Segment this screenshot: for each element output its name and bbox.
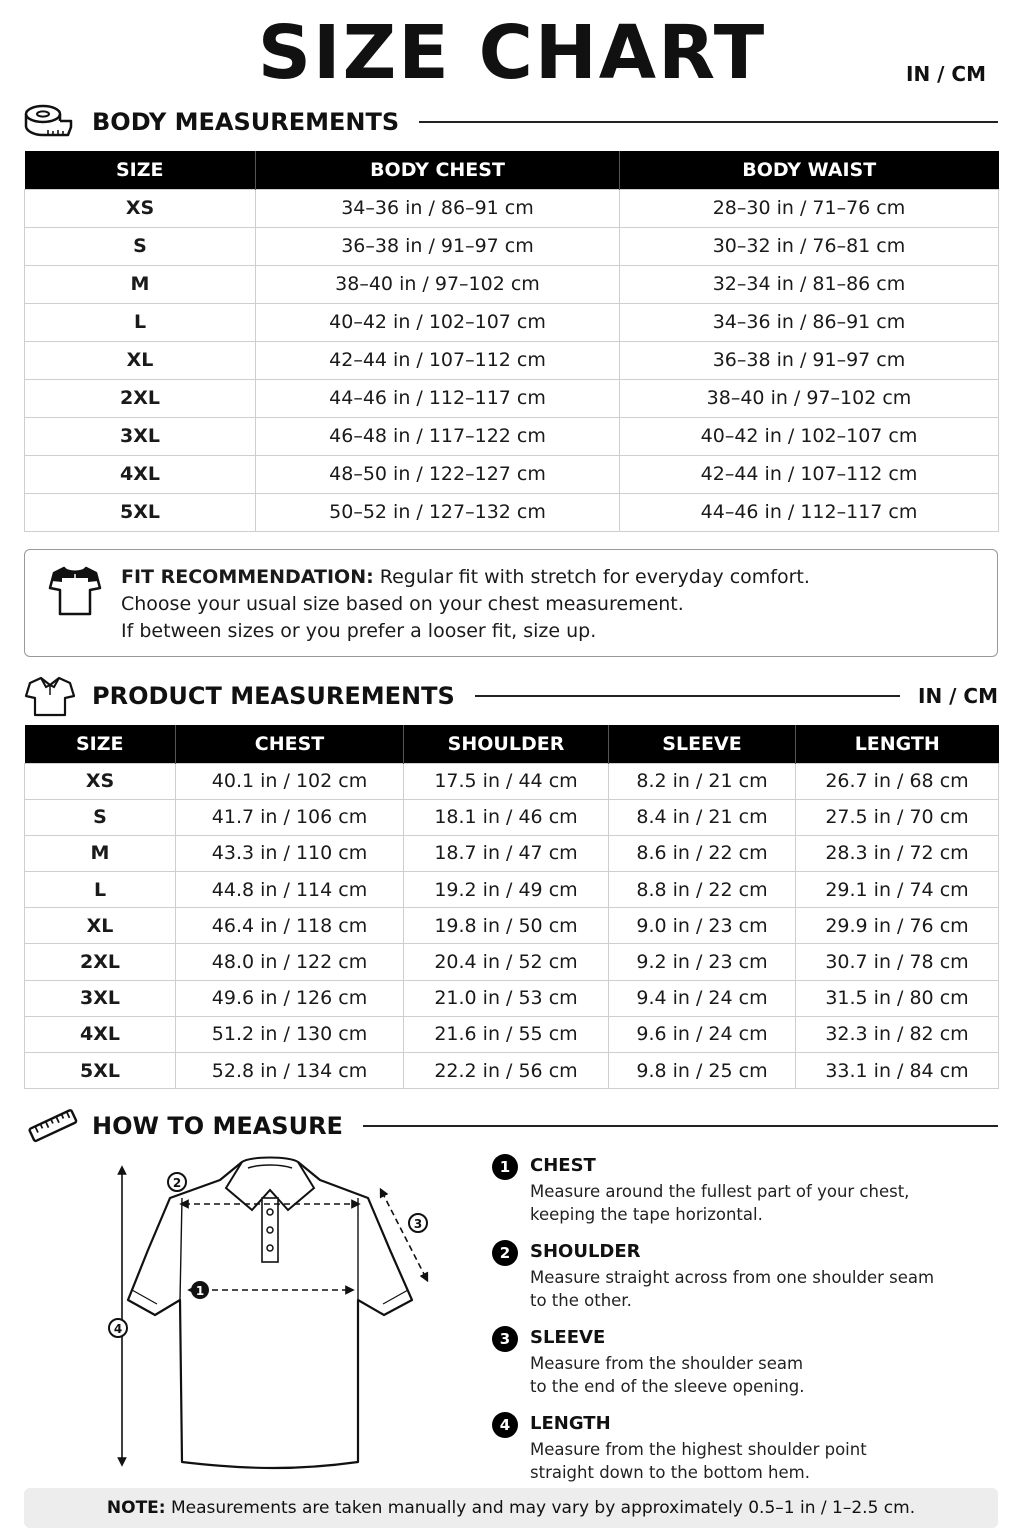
measurement-cell: 20.4 in / 52 cm bbox=[404, 944, 609, 980]
table-row bbox=[25, 493, 999, 531]
measurement-cell: 8.4 in / 21 cm bbox=[609, 799, 796, 835]
measurement-cell: 31.5 in / 80 cm bbox=[796, 980, 999, 1016]
measurement-cell: 28–30 in / 71–76 cm bbox=[620, 189, 999, 227]
measurement-cell: 52.8 in / 134 cm bbox=[176, 1053, 404, 1089]
size-cell: M bbox=[25, 265, 256, 303]
note-bar bbox=[24, 1488, 998, 1528]
size-cell: 2XL bbox=[25, 944, 176, 980]
measurement-cell: 51.2 in / 130 cm bbox=[176, 1016, 404, 1052]
measurement-cell: 18.1 in / 46 cm bbox=[404, 799, 609, 835]
unit-label: IN / CM bbox=[918, 684, 998, 708]
section-title: HOW TO MEASURE bbox=[92, 1112, 343, 1140]
table-row bbox=[25, 835, 999, 871]
column-header: LENGTH bbox=[796, 725, 999, 763]
measurement-cell: 27.5 in / 70 cm bbox=[796, 799, 999, 835]
table-row bbox=[25, 189, 999, 227]
svg-text:2: 2 bbox=[172, 1176, 182, 1190]
fit-label: FIT RECOMMENDATION: bbox=[121, 566, 374, 588]
size-cell: 4XL bbox=[25, 1016, 176, 1052]
column-header: CHEST bbox=[176, 725, 404, 763]
measurement-cell: 36–38 in / 91–97 cm bbox=[256, 227, 620, 265]
fit-line-1: Regular fit with stretch for everyday comfort. bbox=[373, 566, 810, 588]
size-cell: S bbox=[25, 227, 256, 265]
size-cell: S bbox=[25, 799, 176, 835]
table-row bbox=[25, 455, 999, 493]
body-measurements-header bbox=[24, 102, 998, 142]
measurement-cell: 33.1 in / 84 cm bbox=[796, 1053, 999, 1089]
list-item bbox=[492, 1324, 962, 1398]
measurement-cell: 9.2 in / 23 cm bbox=[609, 944, 796, 980]
step-title: SLEEVE bbox=[530, 1327, 606, 1348]
measurement-cell: 22.2 in / 56 cm bbox=[404, 1053, 609, 1089]
column-header: SLEEVE bbox=[609, 725, 796, 763]
table-row bbox=[25, 908, 999, 944]
measure-instructions bbox=[492, 1152, 962, 1496]
fit-line-3: If between sizes or you prefer a looser fit, size up. bbox=[121, 620, 597, 642]
svg-text:1: 1 bbox=[195, 1284, 205, 1298]
size-cell: 2XL bbox=[25, 379, 256, 417]
step-description: Measure from the shoulder seam to the end of the sleeve opening. bbox=[530, 1354, 805, 1396]
measurement-cell: 19.8 in / 50 cm bbox=[404, 908, 609, 944]
product-measurements-header bbox=[24, 676, 998, 716]
marker-length bbox=[109, 1319, 127, 1337]
measurement-cell: 40–42 in / 102–107 cm bbox=[256, 303, 620, 341]
measurement-cell: 32.3 in / 82 cm bbox=[796, 1016, 999, 1052]
measurement-cell: 48–50 in / 122–127 cm bbox=[256, 455, 620, 493]
svg-text:3: 3 bbox=[413, 1217, 423, 1231]
measurement-cell: 8.8 in / 22 cm bbox=[609, 872, 796, 908]
measurement-cell: 42–44 in / 107–112 cm bbox=[620, 455, 999, 493]
step-title: LENGTH bbox=[530, 1413, 611, 1434]
size-cell: XL bbox=[25, 908, 176, 944]
step-number: 4 bbox=[492, 1412, 518, 1438]
step-description: Measure around the fullest part of your chest, keeping the tape horizontal. bbox=[530, 1182, 910, 1224]
size-cell: 5XL bbox=[25, 1053, 176, 1089]
polo-measurement-diagram bbox=[100, 1150, 440, 1484]
step-number: 1 bbox=[492, 1154, 518, 1180]
step-number: 3 bbox=[492, 1326, 518, 1352]
measurement-cell: 26.7 in / 68 cm bbox=[796, 763, 999, 799]
size-cell: 4XL bbox=[25, 455, 256, 493]
table-row bbox=[25, 799, 999, 835]
section-title: BODY MEASUREMENTS bbox=[92, 108, 400, 136]
body-measurements-table bbox=[24, 151, 999, 532]
list-item bbox=[492, 1410, 962, 1484]
step-title: CHEST bbox=[530, 1155, 596, 1176]
column-header: BODY WAIST bbox=[620, 151, 999, 189]
measurement-cell: 44–46 in / 112–117 cm bbox=[256, 379, 620, 417]
product-measurements-table bbox=[24, 725, 999, 1089]
measurement-cell: 40.1 in / 102 cm bbox=[176, 763, 404, 799]
measurement-cell: 34–36 in / 86–91 cm bbox=[620, 303, 999, 341]
note-label: NOTE: bbox=[106, 1498, 166, 1518]
table-row bbox=[25, 980, 999, 1016]
table-row bbox=[25, 1016, 999, 1052]
measurement-cell: 30.7 in / 78 cm bbox=[796, 944, 999, 980]
measurement-cell: 28.3 in / 72 cm bbox=[796, 835, 999, 871]
page-title: SIZE CHART bbox=[257, 10, 767, 96]
size-cell: L bbox=[25, 303, 256, 341]
table-row bbox=[25, 379, 999, 417]
size-cell: L bbox=[25, 872, 176, 908]
measurement-cell: 29.9 in / 76 cm bbox=[796, 908, 999, 944]
measurement-cell: 9.6 in / 24 cm bbox=[609, 1016, 796, 1052]
measurement-cell: 46–48 in / 117–122 cm bbox=[256, 417, 620, 455]
tshirt-icon bbox=[47, 564, 103, 622]
table-row bbox=[25, 227, 999, 265]
divider bbox=[419, 121, 998, 123]
measurement-cell: 38–40 in / 97–102 cm bbox=[256, 265, 620, 303]
measurement-cell: 41.7 in / 106 cm bbox=[176, 799, 404, 835]
measurement-cell: 50–52 in / 127–132 cm bbox=[256, 493, 620, 531]
measurement-cell: 9.4 in / 24 cm bbox=[609, 980, 796, 1016]
measurement-cell: 29.1 in / 74 cm bbox=[796, 872, 999, 908]
measurement-cell: 32–34 in / 81–86 cm bbox=[620, 265, 999, 303]
step-number: 2 bbox=[492, 1240, 518, 1266]
step-description: Measure from the highest shoulder point straight down to the bottom hem. bbox=[530, 1440, 867, 1482]
fit-recommendation-box bbox=[24, 549, 998, 657]
measurement-cell: 36–38 in / 91–97 cm bbox=[620, 341, 999, 379]
measurement-cell: 40–42 in / 102–107 cm bbox=[620, 417, 999, 455]
tape-measure-icon bbox=[24, 102, 80, 142]
table-row bbox=[25, 265, 999, 303]
size-cell: XL bbox=[25, 341, 256, 379]
svg-text:4: 4 bbox=[113, 1322, 123, 1336]
table-row bbox=[25, 944, 999, 980]
section-title: PRODUCT MEASUREMENTS bbox=[92, 682, 455, 710]
measurement-cell: 21.6 in / 55 cm bbox=[404, 1016, 609, 1052]
size-cell: XS bbox=[25, 189, 256, 227]
measurement-cell: 44.8 in / 114 cm bbox=[176, 872, 404, 908]
measurement-cell: 8.2 in / 21 cm bbox=[609, 763, 796, 799]
measurement-cell: 34–36 in / 86–91 cm bbox=[256, 189, 620, 227]
measurement-cell: 9.0 in / 23 cm bbox=[609, 908, 796, 944]
measurement-cell: 38–40 in / 97–102 cm bbox=[620, 379, 999, 417]
measurement-cell: 43.3 in / 110 cm bbox=[176, 835, 404, 871]
column-header: BODY CHEST bbox=[256, 151, 620, 189]
column-header: SIZE bbox=[25, 725, 176, 763]
table-row bbox=[25, 1053, 999, 1089]
measurement-cell: 17.5 in / 44 cm bbox=[404, 763, 609, 799]
measurement-cell: 30–32 in / 76–81 cm bbox=[620, 227, 999, 265]
column-header: SIZE bbox=[25, 151, 256, 189]
size-cell: 3XL bbox=[25, 980, 176, 1016]
measurement-cell: 21.0 in / 53 cm bbox=[404, 980, 609, 1016]
table-row bbox=[25, 872, 999, 908]
marker-shoulder bbox=[168, 1173, 186, 1191]
measurement-cell: 48.0 in / 122 cm bbox=[176, 944, 404, 980]
ruler-icon bbox=[24, 1106, 80, 1146]
measurement-cell: 19.2 in / 49 cm bbox=[404, 872, 609, 908]
table-row bbox=[25, 417, 999, 455]
divider bbox=[475, 695, 900, 697]
polo-shirt-icon bbox=[24, 676, 80, 716]
fit-line-2: Choose your usual size based on your chest measurement. bbox=[121, 593, 684, 615]
list-item bbox=[492, 1238, 962, 1312]
size-cell: 3XL bbox=[25, 417, 256, 455]
step-title: SHOULDER bbox=[530, 1241, 641, 1262]
step-description: Measure straight across from one shoulder seam to the other. bbox=[530, 1268, 935, 1310]
divider bbox=[363, 1125, 998, 1127]
measurement-cell: 49.6 in / 126 cm bbox=[176, 980, 404, 1016]
table-row bbox=[25, 763, 999, 799]
measurement-cell: 46.4 in / 118 cm bbox=[176, 908, 404, 944]
measurement-cell: 8.6 in / 22 cm bbox=[609, 835, 796, 871]
marker-chest bbox=[191, 1281, 209, 1299]
size-cell: 5XL bbox=[25, 493, 256, 531]
size-cell: XS bbox=[25, 763, 176, 799]
table-row bbox=[25, 341, 999, 379]
measurement-cell: 44–46 in / 112–117 cm bbox=[620, 493, 999, 531]
measurement-cell: 42–44 in / 107–112 cm bbox=[256, 341, 620, 379]
marker-sleeve bbox=[409, 1214, 427, 1232]
note-text: Measurements are taken manually and may vary by approximately 0.5–1 in / 1–2.5 cm. bbox=[165, 1498, 916, 1518]
list-item bbox=[492, 1152, 962, 1226]
column-header: SHOULDER bbox=[404, 725, 609, 763]
table-row bbox=[25, 303, 999, 341]
how-to-measure-header bbox=[24, 1106, 998, 1146]
measurement-cell: 18.7 in / 47 cm bbox=[404, 835, 609, 871]
measurement-cell: 9.8 in / 25 cm bbox=[609, 1053, 796, 1089]
unit-label: IN / CM bbox=[906, 62, 986, 86]
size-cell: M bbox=[25, 835, 176, 871]
